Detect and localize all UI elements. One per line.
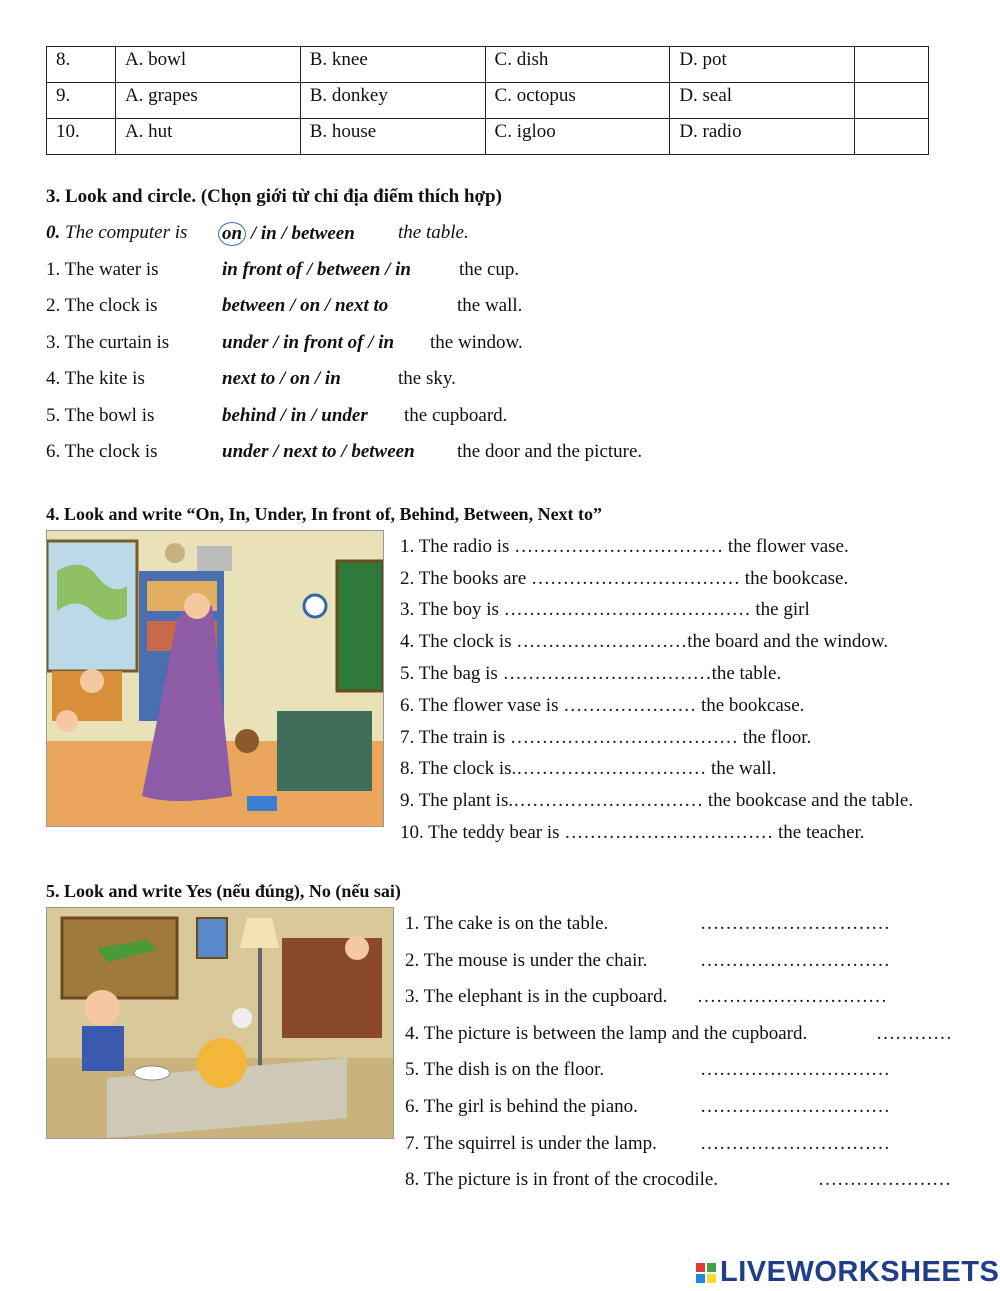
section3-item-end: the wall. xyxy=(457,295,523,316)
cake-icon xyxy=(197,1038,247,1088)
section5-title: 5. Look and write Yes (nếu đúng), No (nếu sai) xyxy=(46,881,401,901)
table-row xyxy=(47,119,929,155)
option-b: B. donkey xyxy=(300,83,485,119)
section3-item-end: the window. xyxy=(430,332,523,353)
section4-item: 9. The plant is.………………………… the bookcase and the table. xyxy=(400,790,914,811)
table xyxy=(277,711,372,791)
section3-item-options[interactable]: under / in front of / in xyxy=(222,332,395,353)
liveworksheets-logo xyxy=(696,1256,999,1289)
dotted-blank[interactable]: ………………………… xyxy=(513,790,704,811)
circled-answer[interactable]: on xyxy=(218,222,246,246)
dotted-blank[interactable]: ………………………… xyxy=(700,1133,890,1154)
section5-item: 4. The picture is between the lamp and the cupboard. xyxy=(405,1023,808,1044)
section3-item-end: the sky. xyxy=(398,368,456,389)
dotted-blank[interactable]: ………………………… xyxy=(700,1096,890,1117)
dotted-blank[interactable]: ………………………… xyxy=(700,950,890,971)
option-c: C. igloo xyxy=(485,119,670,155)
section3-item-options[interactable]: between / on / next to xyxy=(222,295,389,316)
classroom-illustration xyxy=(46,530,384,827)
section4-item: 1. The radio is …………………………… the flower vase. xyxy=(400,536,849,557)
vase-icon xyxy=(165,543,185,563)
option-b: B. knee xyxy=(300,47,485,83)
section3-item-start: 3. The curtain is xyxy=(46,332,170,353)
board xyxy=(337,561,383,691)
section5-item: 5. The dish is on the floor. xyxy=(405,1059,605,1080)
answer-input[interactable] xyxy=(864,49,928,81)
table-row xyxy=(47,47,929,83)
section3-item-start: 5. The bowl is xyxy=(46,405,155,426)
logo-icon xyxy=(696,1263,716,1283)
section3-item-start: 1. The water is xyxy=(46,259,159,280)
example-options xyxy=(222,222,355,246)
example-rest: / in / between xyxy=(250,223,355,244)
dotted-blank[interactable]: ………………… xyxy=(563,695,697,716)
radio-icon xyxy=(197,546,232,571)
option-a: A. hut xyxy=(115,119,300,155)
answer-cell xyxy=(855,83,929,119)
section3-item-start: 6. The clock is xyxy=(46,441,158,462)
dotted-blank[interactable]: ………… xyxy=(876,1023,952,1044)
dish-icon xyxy=(134,1066,170,1080)
dotted-blank[interactable]: …………………………… xyxy=(531,568,741,589)
section4-item: 8. The clock is.………………………… the wall. xyxy=(400,758,777,779)
option-a: A. grapes xyxy=(115,83,300,119)
section4-item: 2. The books are …………………………… the bookcase. xyxy=(400,568,849,589)
section5-item: 3. The elephant is in the cupboard. xyxy=(405,986,668,1007)
section5-item: 7. The squirrel is under the lamp. xyxy=(405,1133,657,1154)
train-icon xyxy=(247,796,277,811)
room-illustration xyxy=(46,907,394,1139)
section4-item: 4. The clock is ………………………the board and the window. xyxy=(400,631,889,652)
row-number: 10. xyxy=(47,119,116,155)
logo-text: LIVEWORKSHEETS xyxy=(720,1256,1000,1288)
option-d: D. pot xyxy=(670,47,855,83)
picture-icon xyxy=(197,918,227,958)
dotted-blank[interactable]: ……………………………… xyxy=(509,727,738,748)
option-a: A. bowl xyxy=(115,47,300,83)
vocab-table xyxy=(46,46,929,155)
girl xyxy=(56,710,78,732)
answer-input[interactable] xyxy=(864,85,928,117)
table-row xyxy=(47,83,929,119)
dotted-blank[interactable]: …………………………… xyxy=(502,663,712,684)
dotted-blank[interactable]: ………………………… xyxy=(700,1059,890,1080)
section5-item: 2. The mouse is under the chair. xyxy=(405,950,648,971)
section3-item-start: 2. The clock is xyxy=(46,295,158,316)
dotted-blank[interactable]: ……………………… xyxy=(516,631,688,652)
section3-item-end: the cupboard. xyxy=(404,405,508,426)
section3-title: 3. Look and circle. (Chọn giới từ chỉ địa điểm thích hợp) xyxy=(46,186,502,207)
section4-item: 3. The boy is ………………………………… the girl xyxy=(400,599,810,620)
option-d: D. seal xyxy=(670,83,855,119)
example-start: The computer is xyxy=(65,222,188,243)
boy xyxy=(84,990,120,1026)
answer-input[interactable] xyxy=(864,121,928,153)
section4-title: 4. Look and write “On, In, Under, In front of, Behind, Between, Next to” xyxy=(46,504,603,524)
section5-item: 8. The picture is in front of the crocodile. xyxy=(405,1169,719,1190)
example-end: the table. xyxy=(398,222,469,243)
section3-item-options[interactable]: in front of / between / in xyxy=(222,259,411,280)
section5-item: 6. The girl is behind the piano. xyxy=(405,1096,638,1117)
section5-item: 1. The cake is on the table. xyxy=(405,913,609,934)
dotted-blank[interactable]: ………………………… xyxy=(697,986,887,1007)
row-number: 8. xyxy=(47,47,116,83)
option-c: C. octopus xyxy=(485,83,670,119)
section3-item-options[interactable]: under / next to / between xyxy=(222,441,415,462)
answer-cell xyxy=(855,47,929,83)
option-d: D. radio xyxy=(670,119,855,155)
clock-icon xyxy=(304,595,326,617)
girl xyxy=(345,936,369,960)
section3-item-end: the cup. xyxy=(459,259,520,280)
option-b: B. house xyxy=(300,119,485,155)
section3-item-options[interactable]: next to / on / in xyxy=(222,368,341,389)
dotted-blank[interactable]: ………………………… xyxy=(516,758,707,779)
dotted-blank[interactable]: ………………………………… xyxy=(503,599,751,620)
teddy-bear-icon xyxy=(235,729,259,753)
example-number: 0. xyxy=(46,222,61,243)
squirrel-icon xyxy=(232,1008,252,1028)
dotted-blank[interactable]: ………………………… xyxy=(700,913,890,934)
row-number: 9. xyxy=(47,83,116,119)
boy xyxy=(80,669,104,693)
section3-item-end: the door and the picture. xyxy=(457,441,643,462)
answer-cell xyxy=(855,119,929,155)
section3-example xyxy=(46,222,187,244)
section4-item: 5. The bag is ……………………………the table. xyxy=(400,663,782,684)
section3-item-start: 4. The kite is xyxy=(46,368,145,389)
dotted-blank[interactable]: …………………………… xyxy=(514,536,724,557)
option-c: C. dish xyxy=(485,47,670,83)
dotted-blank[interactable]: …………………………… xyxy=(564,822,774,843)
section4-item: 7. The train is ……………………………… the floor. xyxy=(400,727,812,748)
section4-item: 10. The teddy bear is …………………………… the teacher. xyxy=(400,822,865,843)
section4-item: 6. The flower vase is ………………… the bookcase. xyxy=(400,695,805,716)
section3-item-options[interactable]: behind / in / under xyxy=(222,405,368,426)
dotted-blank[interactable]: ………………… xyxy=(818,1169,951,1190)
